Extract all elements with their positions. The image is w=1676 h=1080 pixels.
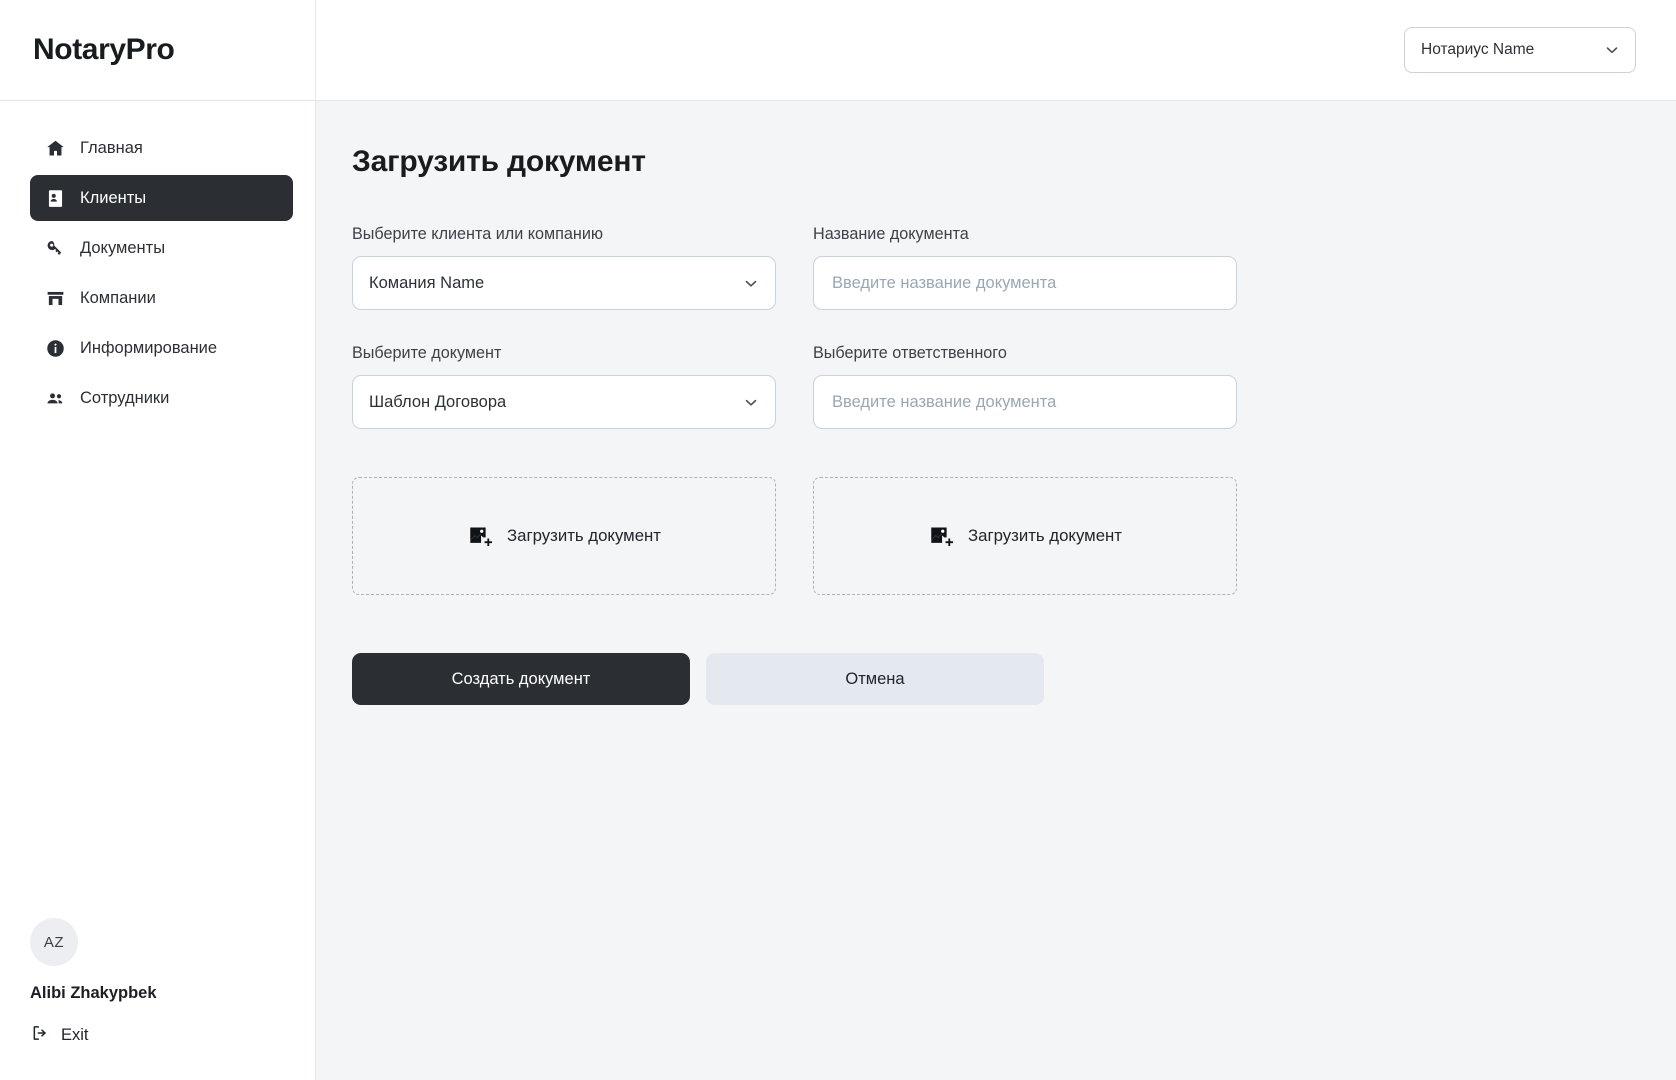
chevron-down-icon [742,274,760,292]
people-icon [44,387,66,409]
sidebar-item-label: Сотрудники [80,388,170,407]
store-icon [44,287,66,309]
home-icon [44,137,66,159]
cancel-button[interactable]: Отмена [706,653,1044,705]
field-client-company [352,225,776,310]
dropzone-label: Загрузить документ [968,526,1122,545]
responsible-field[interactable] [813,375,1237,429]
topbar [316,0,1676,101]
exit-button[interactable] [30,1023,280,1048]
form-actions [352,653,1636,705]
brand-name: NotaryPro [33,33,175,66]
field-document-name [813,225,1237,310]
avatar: AZ [30,918,78,966]
sidebar-item-companies[interactable] [30,275,293,321]
clients-icon [44,187,66,209]
field-responsible [813,344,1237,429]
sidebar-item-employees[interactable] [30,375,293,421]
dropzone-primary[interactable] [352,477,776,595]
client-company-value: Комания Name [369,273,485,292]
sidebar-item-label: Документы [80,238,166,257]
exit-label: Exit [61,1026,89,1044]
image-add-icon [928,523,954,549]
chevron-down-icon [742,393,760,411]
sidebar-item-clients[interactable] [30,175,293,221]
document-name-input[interactable] [830,257,1220,309]
upload-form [352,225,1242,463]
sidebar-item-label: Главная [80,138,143,157]
document-name-field[interactable] [813,256,1237,310]
sidebar-user-block [30,918,280,1048]
sidebar-item-label: Информирование [80,338,218,357]
logout-icon [30,1023,50,1048]
sidebar [0,0,316,1080]
chevron-down-icon [1603,41,1621,59]
sidebar-item-label: Компании [80,288,156,307]
sidebar-item-label: Клиенты [80,188,147,207]
document-template-select[interactable] [352,375,776,429]
document-template-value: Шаблон Договора [369,392,507,411]
sidebar-item-notifications[interactable] [30,325,293,371]
field-label: Название документа [813,225,969,243]
sidebar-item-home[interactable] [30,125,293,171]
account-select-value: Нотариус Name [1421,41,1535,58]
dropzone-secondary[interactable] [813,477,1237,595]
field-label: Выберите документ [352,344,502,362]
sidebar-nav [0,101,315,421]
sidebar-item-documents[interactable] [30,225,293,271]
dropzone-row [352,477,1242,595]
brand [0,0,315,101]
field-label: Выберите ответственного [813,344,1007,362]
create-document-button[interactable]: Создать документ [352,653,690,705]
page-title: Загрузить документ [352,145,646,178]
image-add-icon [467,523,493,549]
main-area [316,0,1676,1080]
field-document-select [352,344,776,429]
field-label: Выберите клиента или компанию [352,225,604,243]
client-company-select[interactable] [352,256,776,310]
account-select[interactable] [1404,27,1636,73]
content-panel [316,101,1676,1080]
user-name: Alibi Zhakypbek [30,984,157,1002]
responsible-input[interactable] [830,376,1220,428]
info-icon [44,337,66,359]
dropzone-label: Загрузить документ [507,526,661,545]
key-icon [44,237,66,259]
